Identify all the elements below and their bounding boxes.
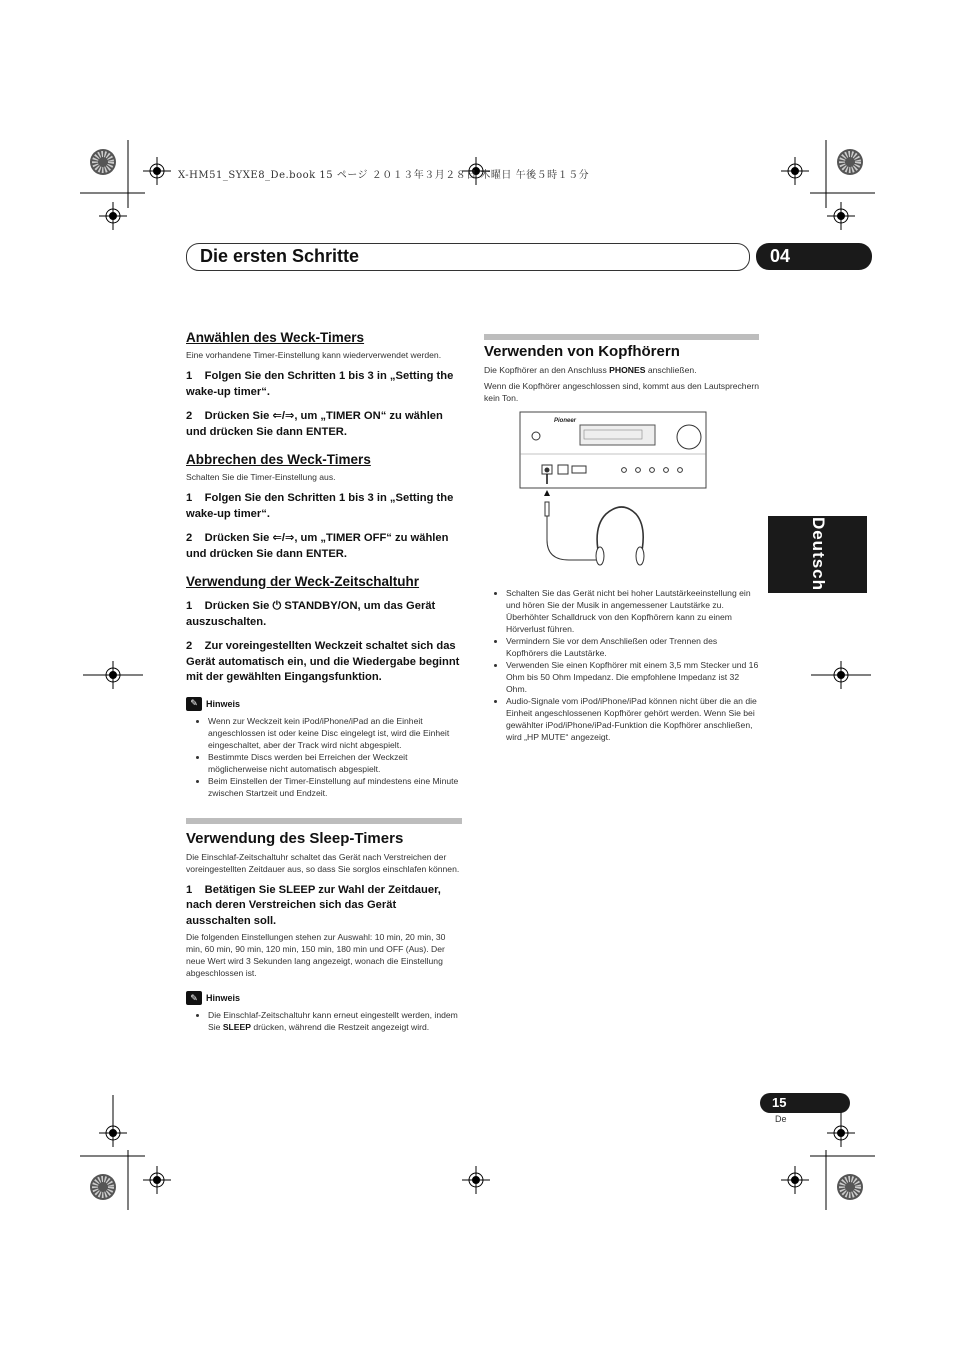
arrow-keys-icon: ⇐/⇒ (272, 532, 295, 544)
section-intro: Schalten Sie die Timer-Einstellung aus. (186, 472, 336, 482)
page-title: Die ersten Schritte (200, 246, 360, 266)
step: 1 Folgen Sie den Schritten 1 bis 3 in „Setting the wake-up timer“. (186, 370, 454, 398)
list-item: • Schalten Sie das Gerät nicht bei hoher Lautstärkeeinstellung ein und hören Sie der Musik in angemessener Lautstärke zu. Überhöhter Schalldruck von den Kopfhörern kann zu einem Hörverlust führen. (506, 587, 759, 635)
step: 2 Zur voreingestellten Weckzeit schaltet sich das Gerät automatisch ein, und die Wiedergabe beginnt mit der gewählten Eingangsfunktion. (186, 640, 460, 683)
right-column (484, 334, 759, 743)
step: 2 Drücken Sie ⇐/⇒, um „TIMER OFF“ zu wählen und drücken Sie dann ENTER. (186, 532, 449, 560)
print-header: X-HM51_SYXE8_De.book 15 ページ ２０１３年３月２８日 木曜日 午後５時１５分 (178, 170, 590, 181)
brand-logo: Pioneer (554, 418, 577, 424)
pencil-icon: ✎ (186, 991, 202, 1005)
section-intro: Die Einschlaf-Zeitschaltuhr schaltet das Gerät nach Verstreichen der voreingestellten Zeitdauer aus, so dass Sie sorglos einschlafen können. (186, 851, 460, 874)
power-icon: ⏻ (272, 600, 282, 612)
list-item: • Beim Einstellen der Timer-Einstellung auf mindestens eine Minute zwischen Startzeit und Endzeit. (208, 775, 462, 799)
section-title: Verwendung des Sleep-Timers (186, 829, 404, 847)
section-rule (484, 334, 759, 340)
pencil-icon: ✎ (186, 697, 202, 711)
headphone-connection-diagram (484, 410, 759, 580)
section-title: Verwenden von Kopfhörern (484, 343, 680, 360)
note-list (186, 715, 462, 799)
note-label: Hinweis (206, 993, 241, 1003)
chapter-number: 04 (770, 246, 791, 266)
list-item: • Bestimmte Discs werden bei Erreichen der Weckzeit möglicherweise nicht automatisch abgespielt. (208, 751, 462, 775)
step: 1 Betätigen Sie SLEEP zur Wahl der Zeitdauer, nach deren Verstreichen sich das Gerät ausschalten soll. (186, 883, 441, 927)
list-item: • Vermindern Sie vor dem Anschließen oder Trennen des Kopfhörers die Lautstärke. (506, 635, 759, 659)
section-heading: Anwählen des Weck-Timers (186, 330, 365, 345)
note-label: Hinweis (206, 698, 241, 709)
step: 1 Drücken Sie ⏻ STANDBY/ON, um das Gerät auszuschalten. (186, 600, 436, 628)
section-rule (186, 818, 462, 824)
note-list (186, 1009, 462, 1033)
note-header (186, 991, 462, 1005)
step: 2 Drücken Sie ⇐/⇒, um „TIMER ON“ zu wählen und drücken Sie dann ENTER. (186, 410, 443, 438)
list-item: • Audio-Signale vom iPod/iPhone/iPad können nicht über die an die Einheit angeschlossenen Kopfhörer gehört werden. Wenn Sie bei gewählter iPod/iPhone/iPad-Funktion die Kopfhörer anschließen, wird „HP MUTE“ angezeigt. (506, 695, 759, 743)
left-column (186, 330, 462, 1033)
note-header (186, 697, 462, 711)
section-heading: Abbrechen des Weck-Timers (186, 452, 371, 467)
section-heading: Verwendung der Weck-Zeitschaltuhr (186, 574, 420, 589)
paragraph: Wenn die Kopfhörer angeschlossen sind, kommt aus den Lautsprechern kein Ton. (484, 381, 760, 403)
section-intro: Eine vorhandene Timer-Einstellung kann wiederverwendet werden. (186, 350, 442, 360)
step: 1 Folgen Sie den Schritten 1 bis 3 in „Setting the wake-up timer“. (186, 492, 454, 520)
warning-list (484, 587, 759, 743)
list-item: • Wenn zur Weckzeit kein iPod/iPhone/iPad an die Einheit angeschlossen ist oder keine Disc eingelegt ist, wird die Einheit eingeschaltet, aber der Track wird nicht abgespielt. (208, 715, 462, 751)
language-tab-label: Deutsch (809, 516, 828, 592)
list-item: • Verwenden Sie einen Kopfhörer mit einem 3,5 mm Stecker und 16 Ohm bis 50 Ohm Impedanz. Die empfohlene Impedanz ist 32 Ohm. (506, 659, 759, 695)
step-detail: Die folgenden Einstellungen stehen zur Auswahl: 10 min, 20 min, 30 min, 60 min, 90 min, 120 min, 150 min, 180 min und OFF (Aus). Der neue Wert wird 3 Sekunden lang angezeigt, wonach die Einstellung abgeschlossen ist. (186, 932, 446, 978)
paragraph: Die Kopfhörer an den Anschluss PHONES anschließen. (484, 365, 697, 375)
page-language: De (775, 1114, 787, 1124)
list-item: • Die Einschlaf-Zeitschaltuhr kann erneut eingestellt werden, indem Sie SLEEP drücken, während die Restzeit angezeigt wird. (208, 1009, 462, 1033)
page-number: 15 (772, 1095, 787, 1110)
arrow-keys-icon: ⇐/⇒ (272, 410, 295, 422)
